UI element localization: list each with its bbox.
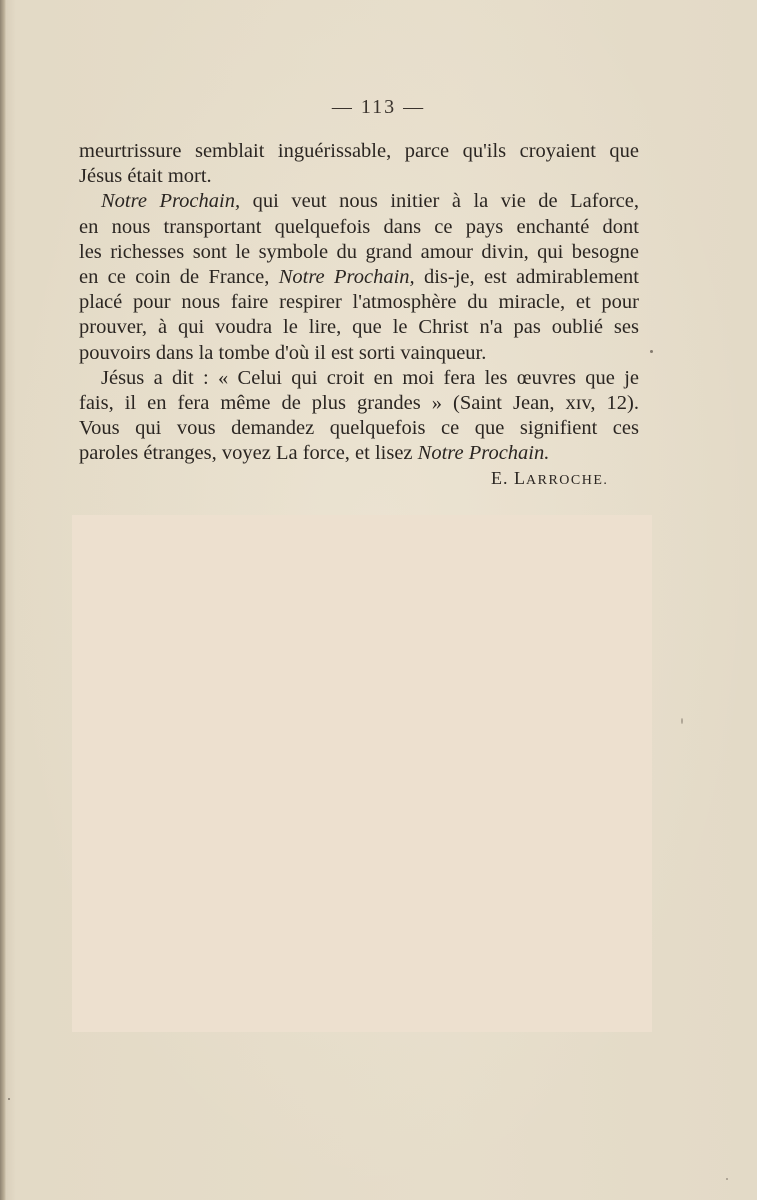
text-line: prouver, à qui voudra le lire, que le Christ n'a pas oublié ses (79, 316, 639, 339)
blank-paper-area (72, 515, 652, 1032)
text-line: meurtrissure semblait inguérissable, parce qu'ils croyaient que (79, 140, 639, 162)
text-line (79, 441, 639, 466)
text-line: Jésus a dit : « Celui qui croit en moi fera les œuvres que je (101, 366, 639, 389)
paper-speck (681, 718, 683, 724)
text-line: en nous transportant quelquefois dans ce pays enchanté dont (79, 215, 639, 238)
text-fragment: en ce coin de France, (79, 266, 279, 289)
signature-initial: E. (491, 468, 509, 488)
author-signature (491, 468, 608, 489)
signature-first-letter: L (514, 468, 526, 488)
italic-title: Notre Prochain. (417, 442, 550, 465)
text-line: pouvoirs dans la tombe d'où il est sorti vainqueur. (79, 341, 487, 364)
text-line: placé pour nous faire respirer l'atmosphère du miracle, et pour (79, 291, 639, 314)
text-line (79, 189, 639, 214)
page-gutter-shadow (0, 0, 6, 1200)
body-text (79, 139, 639, 467)
paper-speck (726, 1178, 728, 1180)
paper-speck (8, 1098, 10, 1100)
text-line: fais, il en fera même de plus grandes » (Saint Jean, xɪv, 12). (79, 392, 639, 415)
italic-title: Notre Prochain, (278, 266, 415, 289)
text-line: les richesses sont le symbole du grand amour divin, qui besogne (79, 240, 639, 263)
text-fragment: paroles étranges, voyez La force, et lisez (79, 442, 418, 465)
signature-small-caps: ARROCHE. (526, 473, 609, 488)
italic-title: Notre Prochain, (101, 190, 241, 213)
text-line: Vous qui vous demandez quelquefois ce que signifient ces (79, 417, 639, 440)
text-fragment: qui veut nous initier à la vie de Laforce, (240, 190, 640, 213)
text-line (79, 265, 639, 290)
paper-speck (650, 350, 653, 353)
page-number: — 113 — (331, 96, 426, 118)
text-line: Jésus était mort. (79, 165, 212, 188)
text-fragment: dis-je, est admirablement (414, 266, 640, 289)
